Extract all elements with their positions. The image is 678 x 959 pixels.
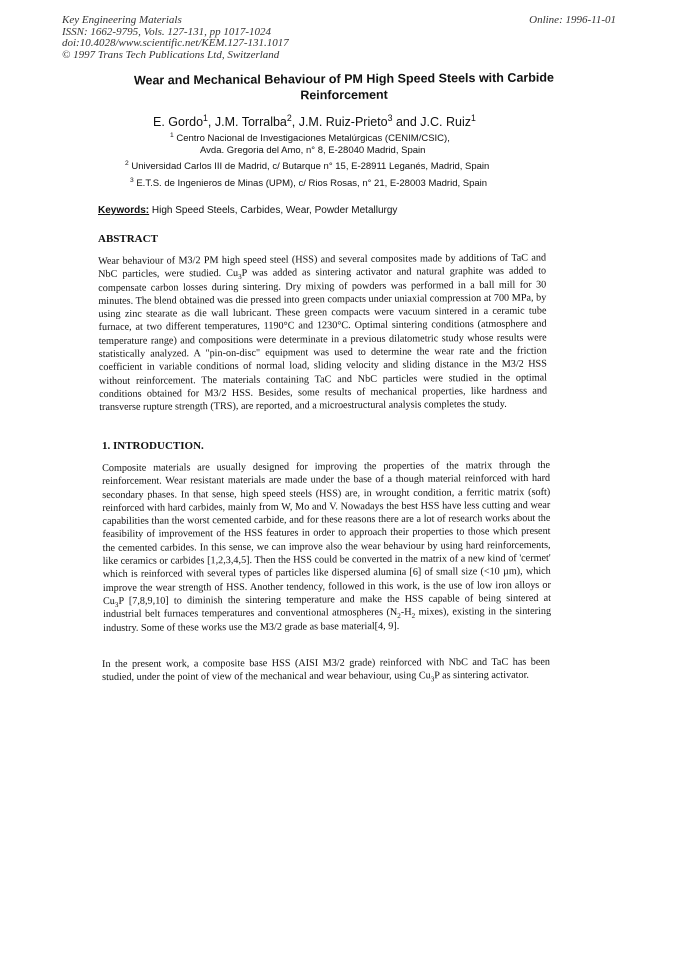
author-separator: and [392, 115, 421, 129]
copyright-line: © 1997 Trans Tech Publications Ltd, Switzerland [62, 48, 280, 61]
paper-title: Wear and Mechanical Behaviour of PM High Speed Steels with Carbide Reinforcement [133, 70, 554, 102]
affiliation-number: 2 [125, 159, 129, 167]
author-name: J.M. Torralba [214, 115, 287, 129]
keywords-text: High Speed Steels, Carbides, Wear, Powder Metallurgy [151, 205, 398, 216]
author-affiliation-mark: 2 [286, 112, 292, 123]
paragraph-text-part: P as sintering activator. [434, 670, 530, 682]
author-affiliation-mark: 1 [203, 112, 208, 123]
author-affiliation-mark: 3 [387, 112, 393, 123]
subscript: 3 [430, 675, 435, 684]
abstract-text-part: Wear behaviour of M3/2 PM high speed steel (HSS) and several composites made by additions of TaC and NbC particles, were studied. Cu [98, 252, 547, 281]
paragraph-text-part: mixes), existing in the sintering industry. Some of these works use the M3/2 grade as base material[4, 9]. [103, 606, 552, 634]
paragraph-text-part: Composite materials are usually designed for improving the properties of the matrix through the reinforcement. Wear resistant materials are made under the base of a though material reinforced with hard secondary phases. In that sense, high speed steels (HSS) are, in wrought condition, a ferritic matrix (soft) reinforced with hard carbides, mainly from W, Mo and V. Nowadays the best HSS have less cutting and wear capabilities than the worst cemented carbide, and for these reasons there are a lot of research works about the feasibility of improvement of the HSS features in order to approach their properties to those which present the cemented carbides. In this sense, we can improve also the wear behaviour by using hard reinforcements, like ceramics or carbides [1,2,3,4,5]. Then the HSS could be converted in the matrix of a new kind of 'cermet' which is reinforced with several types of particles like dispersed alumina [6] of small size (<10 µm), which improve the wear strength of HSS. Another tendency, followed in this work, is the use of low iron alloys or Cu [102, 459, 551, 607]
author-name: E. Gordo [153, 115, 204, 129]
keywords [98, 205, 397, 216]
introduction-heading: 1. INTRODUCTION. [102, 440, 204, 452]
paragraph-text-part: In the present work, a composite base HSS (AISI M3/2 grade) reinforced with NbC and TaC has been studied, under the point of view of the mechanical and wear behaviour, using Cu [102, 656, 551, 684]
affiliation-1 [170, 133, 450, 145]
subscript: 3 [238, 273, 242, 282]
paragraph-text-part: P [7,8,9,10] to diminish the sintering temperature and make the HSS capable of being sintered at industrial belt furnaces temperatures and conventional atmospheres (N [103, 592, 552, 621]
abstract-text-part: P was added as sintering activator and natural graphite was added to compensate carbon losses during sintering. Dry mixing of powders was performed in a ball mill for 30 minutes. The blend obtained was die pressed into green compacts under uniaxial compression at 700 MPa, by using zinc stearate as die wall lubricant. These green compacts were vacuum sintered in a ceramic tube furnace, at two different temperatures, 1190°C and 1230°C. Optimal sintering conditions (atmosphere and temperature range) and compositions were determinate in a previous dilatometric study whose results were statistically analyzed. A "pin-on-disc" equipment was used to determine the wear rate and the friction coefficient in variable conditions of normal load, sliding velocity and sliding distance in the M3/2 HSS without reinforcement. The materials containing TaC and NbC particles were studied in the optimal conditions obtained for M3/2 HSS. Besides, some results of mechanical properties, like hardness and transverse rupture strength (TRS), are reported, and a microestructural analysis completes the study. [98, 265, 548, 414]
affiliation-text: Centro Nacional de Investigaciones Metalúrgicas (CENIM/CSIC), [176, 133, 450, 144]
doi-line: doi:10.4028/www.scientific.net/KEM.127-131.1017 [62, 37, 289, 49]
journal-name: Key Engineering Materials [62, 14, 182, 26]
author-name: J.M. Ruiz-Prieto [298, 115, 388, 129]
author-list [153, 112, 476, 129]
author-separator: , [207, 115, 215, 129]
affiliation-number: 1 [170, 131, 174, 139]
journal-header [62, 15, 392, 61]
issn-line: ISSN: 1662-9795, Vols. 127-131, pp 1017-1024 [62, 25, 271, 38]
affiliation-2 [125, 161, 489, 173]
affiliation-3 [130, 178, 487, 190]
subscript: 3 [114, 600, 119, 609]
paragraph-text-part: -H [400, 607, 412, 619]
author-separator: , [291, 115, 299, 129]
online-date: Online: 1996-11-01 [529, 14, 616, 26]
affiliation-1-address: Avda. Gregoria del Amo, n° 8, E-28040 Madrid, Spain [200, 145, 426, 156]
subscript: 2 [397, 612, 401, 621]
introduction-paragraph-1 [102, 459, 551, 635]
keywords-label: Keywords: [98, 205, 150, 216]
author-name: J.C. Ruiz [420, 115, 471, 129]
introduction-paragraph-2 [102, 656, 550, 685]
author-affiliation-mark: 1 [471, 112, 476, 123]
abstract-heading: ABSTRACT [98, 233, 158, 245]
abstract-body [98, 251, 547, 414]
affiliation-text: E.T.S. de Ingenieros de Minas (UPM), c/ Rios Rosas, n° 21, E-28003 Madrid, Spain [136, 178, 488, 189]
affiliation-text: Universidad Carlos III de Madrid, c/ Butarque n° 15, E-28911 Leganés, Madrid, Spain [131, 161, 490, 172]
subscript: 2 [411, 612, 416, 621]
affiliation-number: 3 [130, 176, 134, 184]
